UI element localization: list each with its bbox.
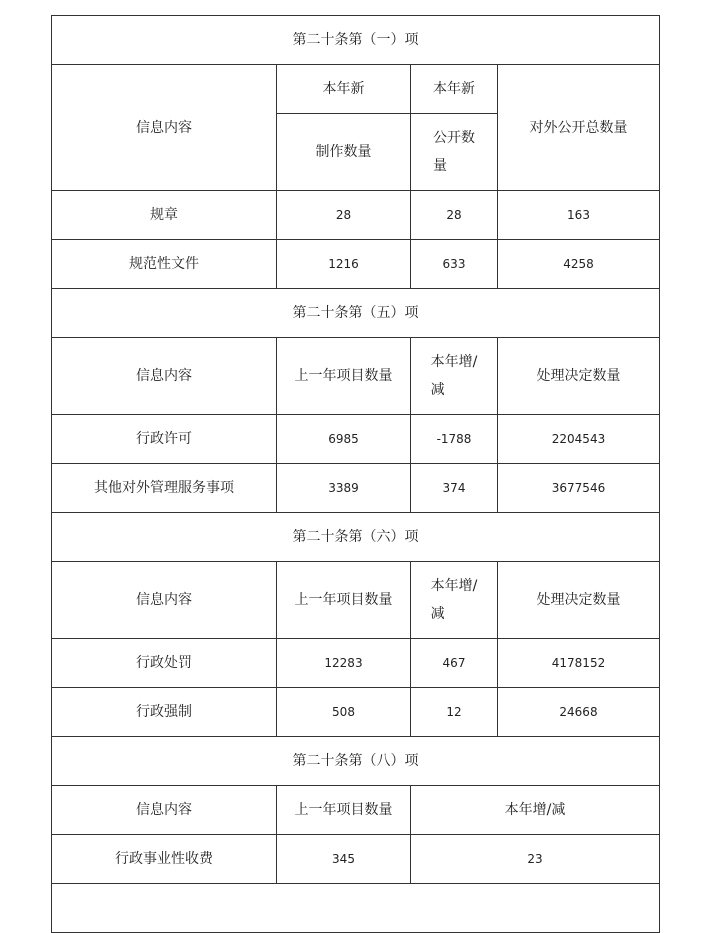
header-change-line1: 本年增/ <box>430 354 478 370</box>
header-change <box>411 562 498 639</box>
section-title: 第二十条第（八）项 <box>52 737 660 786</box>
row-label: 行政许可 <box>52 415 277 464</box>
header-change: 本年增/减 <box>411 786 660 835</box>
section-title: 第二十条第（五）项 <box>52 289 660 338</box>
row-value-c: 4258 <box>498 240 660 289</box>
row-value-b: 12 <box>411 688 498 737</box>
row-label: 行政强制 <box>52 688 277 737</box>
header-decision-count: 处理决定数量 <box>498 338 660 415</box>
header-new-public-bottom-text <box>433 124 475 180</box>
row-label: 行政事业性收费 <box>52 835 277 884</box>
row-value-b: -1788 <box>411 415 498 464</box>
header-row <box>52 338 660 415</box>
row-value-c: 4178152 <box>498 639 660 688</box>
header-change-line1: 本年增/ <box>430 578 478 594</box>
header-new-public-top: 本年新 <box>411 65 498 114</box>
table-row <box>52 688 660 737</box>
header-change-text <box>431 572 478 628</box>
header-change-line2: 减 <box>430 382 445 398</box>
row-label: 规章 <box>52 191 277 240</box>
row-value-a: 508 <box>277 688 411 737</box>
header-row <box>52 65 660 114</box>
header-change <box>411 338 498 415</box>
row-label: 规范性文件 <box>52 240 277 289</box>
header-new-public-line2: 量 <box>433 158 447 174</box>
row-value-a: 6985 <box>277 415 411 464</box>
header-prev-year-count: 上一年项目数量 <box>277 338 411 415</box>
row-value-c: 163 <box>498 191 660 240</box>
row-value-a: 3389 <box>277 464 411 513</box>
header-change-text <box>431 348 478 404</box>
header-new-public-line1: 公开数 <box>433 130 475 146</box>
header-change-line2: 减 <box>430 606 445 622</box>
row-value-b: 633 <box>411 240 498 289</box>
table-row <box>52 835 660 884</box>
row-value-c: 3677546 <box>498 464 660 513</box>
table-row <box>52 191 660 240</box>
header-decision-count: 处理决定数量 <box>498 562 660 639</box>
header-row <box>52 562 660 639</box>
header-prev-year-count: 上一年项目数量 <box>277 786 411 835</box>
row-value-a: 1216 <box>277 240 411 289</box>
header-info-content: 信息内容 <box>52 65 277 191</box>
table-row <box>52 639 660 688</box>
table-row <box>52 240 660 289</box>
section-title: 第二十条第（一）项 <box>52 16 660 65</box>
section-title-row <box>52 513 660 562</box>
row-value-c: 24668 <box>498 688 660 737</box>
row-value-b: 374 <box>411 464 498 513</box>
header-new-made-bottom: 制作数量 <box>277 114 411 191</box>
header-info-content: 信息内容 <box>52 562 277 639</box>
section-title-row <box>52 737 660 786</box>
row-value-b: 28 <box>411 191 498 240</box>
row-value-a: 12283 <box>277 639 411 688</box>
row-value-a: 28 <box>277 191 411 240</box>
disclosure-table <box>51 15 660 933</box>
row-value-b: 23 <box>411 835 660 884</box>
header-new-public-bottom <box>411 114 498 191</box>
row-label: 行政处罚 <box>52 639 277 688</box>
section-title-row <box>52 16 660 65</box>
section-title-row <box>52 289 660 338</box>
header-info-content: 信息内容 <box>52 338 277 415</box>
header-total-public: 对外公开总数量 <box>498 65 660 191</box>
row-value-c: 2204543 <box>498 415 660 464</box>
header-new-made-top: 本年新 <box>277 65 411 114</box>
row-label: 其他对外管理服务事项 <box>52 464 277 513</box>
section-title: 第二十条第（六）项 <box>52 513 660 562</box>
row-value-a: 345 <box>277 835 411 884</box>
row-value-b: 467 <box>411 639 498 688</box>
table-row <box>52 415 660 464</box>
table-row <box>52 464 660 513</box>
header-row <box>52 786 660 835</box>
header-info-content: 信息内容 <box>52 786 277 835</box>
header-prev-year-count: 上一年项目数量 <box>277 562 411 639</box>
